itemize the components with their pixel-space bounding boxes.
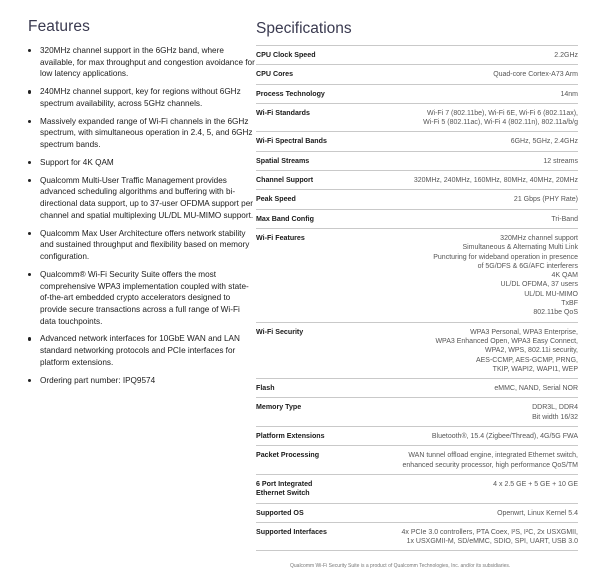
spec-label: Memory Type bbox=[256, 403, 302, 412]
spec-value-line: 4 x 2.5 GE + 5 GE + 10 GE bbox=[493, 480, 578, 488]
spec-row bbox=[256, 151, 578, 170]
spec-row bbox=[256, 322, 578, 378]
spec-row bbox=[256, 131, 578, 150]
spec-value-line: Simultaneous & Alternating Multi Link bbox=[462, 244, 578, 252]
spec-value bbox=[497, 509, 578, 518]
spec-label: Wi-Fi Security bbox=[256, 327, 304, 336]
spec-label: Platform Extensions bbox=[256, 432, 325, 441]
spec-value-line: Wi-Fi 5 (802.11ac), Wi-Fi 4 (802.11n), 802.11a/b/g bbox=[423, 119, 578, 127]
spec-value-line: 6GHz, 5GHz, 2.4GHz bbox=[510, 138, 578, 146]
bullet-icon bbox=[28, 273, 31, 276]
feature-item bbox=[28, 157, 256, 169]
bullet-icon bbox=[28, 120, 31, 123]
spec-row bbox=[256, 84, 578, 103]
spec-label: Packet Processing bbox=[256, 451, 320, 460]
features-list bbox=[28, 45, 256, 386]
spec-row bbox=[256, 503, 578, 522]
feature-item bbox=[28, 228, 256, 263]
spec-value-line: 14nm bbox=[560, 90, 578, 98]
spec-value-line: 320MHz channel support bbox=[500, 234, 578, 242]
footnote: Qualcomm Wi-Fi Security Suite is a product of Qualcomm Technologies, Inc. and/or its subsidiaries. bbox=[290, 563, 511, 569]
spec-value-line: 802.11be QoS bbox=[533, 309, 578, 317]
spec-label: Spatial Streams bbox=[256, 156, 310, 165]
bullet-icon bbox=[28, 49, 31, 52]
feature-text: Qualcomm Multi-User Traffic Management provides advanced scheduling algorithms and buffering with bi-directional data support, up to 37-user OFDMA support per channel and spatial multiplexing UL/DL MU-MIMO support. bbox=[40, 175, 254, 220]
spec-row bbox=[256, 45, 578, 64]
spec-value bbox=[432, 432, 578, 441]
bullet-icon bbox=[28, 179, 31, 182]
features-heading: Features bbox=[28, 18, 90, 35]
spec-row bbox=[256, 474, 578, 503]
spec-value-line: AES-CCMP, AES-GCMP, PRNG, bbox=[475, 356, 578, 364]
spec-row bbox=[256, 189, 578, 208]
spec-value-line: Quad-core Cortex-A73 Arm bbox=[493, 71, 578, 79]
spec-row bbox=[256, 445, 578, 474]
spec-row bbox=[256, 228, 578, 322]
spec-value bbox=[554, 51, 578, 60]
spec-value-line: Bit width 16/32 bbox=[532, 413, 578, 421]
spec-label: Process Technology bbox=[256, 89, 325, 98]
spec-value bbox=[435, 328, 578, 374]
feature-text: Qualcomm® Wi-Fi Security Suite offers the most comprehensive WPA3 implementation coupled with state-of-the-art embedded crypto accelerators designed to provide secure transactions across a full range of Wi-Fi data touchpoints. bbox=[40, 269, 249, 326]
spec-value bbox=[551, 215, 578, 224]
spec-value bbox=[543, 157, 578, 166]
spec-value-line: Openwrt, Linux Kernel 5.4 bbox=[497, 509, 578, 517]
features-section bbox=[28, 18, 256, 392]
spec-value-line: WPA3 Enhanced Open, WPA3 Easy Connect, bbox=[435, 337, 578, 345]
spec-value-line: DDR3L, DDR4 bbox=[532, 404, 578, 412]
spec-label: Peak Speed bbox=[256, 195, 296, 204]
spec-value-line: Bluetooth®, 15.4 (Zigbee/Thread), 4G/5G FWA bbox=[431, 433, 578, 441]
specifications-section bbox=[256, 20, 578, 551]
spec-label: 6 Port Integrated Ethernet Switch bbox=[256, 479, 313, 498]
spec-value bbox=[433, 234, 578, 318]
spec-value-line: UL/DL MU-MIMO bbox=[524, 290, 578, 298]
feature-item bbox=[28, 333, 256, 368]
spec-label: Supported Interfaces bbox=[256, 527, 327, 536]
feature-text: Ordering part number: IPQ9574 bbox=[40, 375, 156, 385]
spec-row bbox=[256, 397, 578, 426]
feature-text: Qualcomm Max User Architecture offers network stability and sustained throughput and flexibility based on memory configuration. bbox=[40, 228, 250, 262]
feature-item bbox=[28, 375, 256, 387]
feature-item bbox=[28, 116, 256, 151]
feature-item bbox=[28, 45, 256, 80]
bullet-icon bbox=[28, 379, 31, 382]
spec-label: Wi-Fi Features bbox=[256, 233, 305, 242]
spec-value-line: TKIP, WAPI2, WAPI1, WEP bbox=[492, 365, 578, 373]
spec-row bbox=[256, 103, 578, 132]
specifications-heading: Specifications bbox=[256, 20, 352, 37]
spec-value-line: 320MHz, 240MHz, 160MHz, 80MHz, 40MHz, 20MHz bbox=[413, 177, 578, 185]
spec-label: Flash bbox=[256, 384, 275, 393]
spec-label: CPU Clock Speed bbox=[256, 51, 316, 59]
spec-value-line: 1x USXGMII-M, SD/eMMC, SDIO, SPI, UART, USB 3.0 bbox=[406, 538, 578, 546]
spec-value bbox=[403, 451, 578, 470]
feature-item bbox=[28, 175, 256, 222]
spec-value-line: UL/DL OFDMA, 37 users bbox=[500, 281, 578, 289]
spec-row bbox=[256, 522, 578, 552]
spec-value bbox=[493, 70, 578, 79]
spec-label: Channel Support bbox=[256, 176, 314, 185]
spec-value-line: 2.2GHz bbox=[554, 52, 578, 59]
spec-value-line: WPA2, WPS, 802.11i security, bbox=[485, 347, 578, 355]
spec-value-line: Tri-Band bbox=[551, 215, 578, 223]
spec-value-line: Puncturing for wideband operation in presence bbox=[433, 253, 578, 261]
bullet-icon bbox=[28, 337, 31, 340]
spec-label: CPU Cores bbox=[256, 70, 294, 79]
spec-value bbox=[514, 195, 578, 204]
feature-text: Support for 4K QAM bbox=[40, 157, 114, 167]
spec-row bbox=[256, 426, 578, 445]
feature-text: Massively expanded range of Wi-Fi channels in the 6GHz spectrum, with simultaneous operation in 2.4, 5, and 6GHz spectrum bands. bbox=[40, 116, 253, 150]
bullet-icon bbox=[28, 90, 31, 93]
spec-label: Wi-Fi Standards bbox=[256, 108, 310, 117]
spec-value bbox=[511, 137, 578, 146]
spec-label: Max Band Config bbox=[256, 214, 314, 223]
spec-value bbox=[494, 384, 578, 393]
feature-item bbox=[28, 86, 256, 109]
feature-text: 320MHz channel support in the 6GHz band, where available, for max throughput and congestion avoidance for low latency applications. bbox=[40, 46, 255, 79]
feature-text: 240MHz channel support, key for regions without 6GHz spectrum availability, across 5GHz channels. bbox=[40, 87, 241, 108]
spec-value bbox=[560, 90, 578, 99]
spec-row bbox=[256, 378, 578, 397]
spec-value bbox=[402, 528, 578, 547]
spec-value bbox=[532, 403, 578, 422]
spec-value bbox=[423, 109, 578, 128]
spec-value-line: enhanced security processor, high performance QoS/TM bbox=[402, 461, 578, 469]
spec-value-line: 4K QAM bbox=[551, 272, 578, 280]
spec-value-line: Wi-Fi 7 (802.11be), Wi-Fi 6E, Wi-Fi 6 (802.11ax), bbox=[426, 109, 578, 117]
spec-label: Supported OS bbox=[256, 508, 304, 517]
spec-row bbox=[256, 64, 578, 83]
spec-value bbox=[414, 176, 578, 185]
spec-value-line: eMMC, NAND, Serial NOR bbox=[494, 385, 578, 393]
spec-row bbox=[256, 170, 578, 189]
feature-item bbox=[28, 269, 256, 328]
spec-value-line: TxBF bbox=[561, 300, 578, 308]
spec-value bbox=[493, 480, 578, 499]
spec-value-line: 21 Gbps (PHY Rate) bbox=[513, 196, 578, 204]
spec-row bbox=[256, 209, 578, 228]
spec-value-line: 12 streams bbox=[543, 157, 578, 165]
bullet-icon bbox=[28, 232, 31, 235]
spec-label: Wi-Fi Spectral Bands bbox=[256, 137, 327, 146]
feature-text: Advanced network interfaces for 10GbE WAN and LAN standard networking protocols and PCIe interfaces for platform extensions. bbox=[40, 334, 240, 367]
spec-value-line: 4x PCIe 3.0 controllers, PTA Coex, I²S, I²C, 2x USXGMII, bbox=[401, 528, 578, 536]
spec-value-line: of 5G/DFS & 6G/AFC interferers bbox=[477, 262, 578, 270]
spec-value-line: WAN tunnel offload engine, integrated Ethernet switch, bbox=[408, 452, 578, 460]
bullet-icon bbox=[28, 161, 31, 164]
spec-value-line: WPA3 Personal, WPA3 Enterprise, bbox=[470, 328, 578, 336]
specifications-table bbox=[256, 45, 578, 551]
